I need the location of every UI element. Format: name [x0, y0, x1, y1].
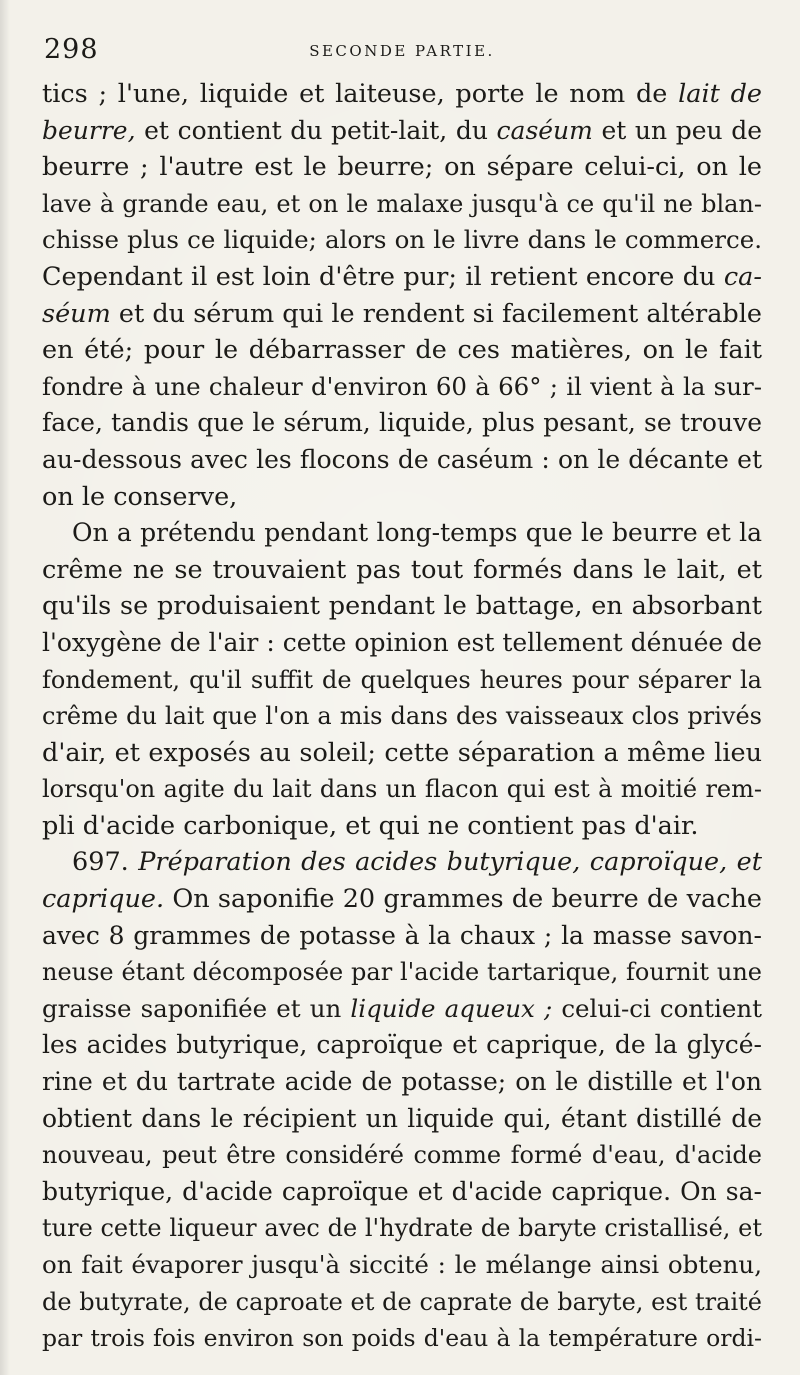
text-run: neuse étant décomposée par l'acide tartarique, fournit une [42, 958, 762, 987]
italic-text: ca- [723, 261, 762, 292]
text-run: On a prétendu pendant long-temps que le beurre et la [72, 518, 762, 548]
text-line [42, 442, 762, 479]
text-line [42, 149, 762, 186]
text-line [42, 186, 762, 223]
body-text [42, 76, 762, 1357]
text-line [42, 954, 762, 991]
text-line [42, 332, 762, 369]
text-run: face, tandis que le sérum, liquide, plus pesant, se trouve [42, 408, 762, 438]
text-line [42, 881, 762, 918]
text-run: qu'ils se produisaient pendant le battage, en absorbant [42, 591, 762, 622]
text-run: lorsqu'on agite du lait dans un flacon qui est à moitié rem- [42, 775, 762, 804]
text-line [42, 1064, 762, 1101]
text-run: obtient dans le récipient un liquide qui, étant distillé de [42, 1103, 762, 1133]
page-header [44, 34, 760, 70]
text-run: rine et du tartrate acide de potasse; on le distille et l'on [42, 1067, 762, 1097]
text-line [42, 369, 762, 406]
italic-text: caprique. [42, 884, 165, 915]
text-line [42, 771, 762, 808]
text-line [42, 1174, 762, 1211]
text-line [42, 222, 762, 259]
text-run: au-dessous avec les flocons de caséum : on le décante et [42, 444, 762, 474]
text-line [42, 1320, 762, 1357]
text-run: celui-ci contient [552, 993, 762, 1023]
text-line [42, 918, 762, 955]
text-line [42, 1284, 762, 1321]
text-run: l'oxygène de l'air : cette opinion est tellement dénuée de [42, 627, 762, 657]
text-run: beurre ; l'autre est le beurre; on sépare celui-ci, on le [42, 152, 762, 183]
running-head: SECONDE PARTIE. [309, 42, 495, 60]
page-edge-shadow [0, 0, 10, 1375]
text-line [42, 991, 762, 1028]
text-line [42, 76, 762, 113]
text-run: les acides butyrique, caproïque et caprique, de la glycé- [42, 1030, 762, 1060]
text-line [42, 625, 762, 662]
text-run: graisse saponifiée et un [42, 993, 351, 1023]
text-line [42, 479, 762, 516]
italic-text: caséum [496, 115, 593, 145]
text-line [42, 113, 762, 150]
page-number: 298 [44, 34, 99, 65]
text-line [42, 844, 762, 881]
text-line [42, 588, 762, 625]
text-line [42, 808, 762, 845]
text-run: on le conserve, [42, 481, 238, 512]
text-run: avec 8 grammes de potasse à la chaux ; la masse savon- [42, 920, 762, 950]
text-line [42, 1247, 762, 1284]
text-run: butyrique, d'acide caproïque et d'acide caprique. On sa- [42, 1176, 762, 1206]
text-line [42, 296, 762, 333]
text-line [42, 735, 762, 772]
text-run: d'air, et exposés au soleil; cette séparation a même lieu [42, 737, 762, 768]
italic-text: lait de [678, 79, 762, 109]
text-run: pli d'acide carbonique, et qui ne contient pas d'air. [42, 810, 699, 841]
text-run: crême ne se trouvaient pas tout formés dans le lait, et [42, 554, 762, 585]
text-run: et contient du petit-lait, du [135, 115, 497, 145]
text-run: ture cette liqueur avec de l'hydrate de baryte cristallisé, et [42, 1214, 762, 1243]
italic-text: beurre, [42, 115, 136, 145]
text-run: tics ; l'une, liquide et laiteuse, porte le nom de [42, 79, 679, 109]
text-run: fondre à une chaleur d'environ 60 à 66° ; il vient à la sur- [42, 371, 762, 401]
text-run: lave à grande eau, et on le malaxe jusqu'à ce qu'il ne blan- [42, 189, 762, 218]
italic-text: liquide aqueux ; [350, 993, 553, 1023]
text-run: On saponifie 20 grammes de beurre de vache [164, 884, 762, 915]
text-line [42, 1027, 762, 1064]
text-run: 697. [72, 847, 139, 878]
italic-text: Préparation des acides butyrique, caproïque, et [138, 847, 762, 878]
text-line [42, 698, 762, 735]
text-line [42, 259, 762, 296]
text-line [42, 515, 762, 552]
text-run: chisse plus ce liquide; alors on le livre dans le commerce. [42, 225, 762, 255]
text-run: Cependant il est loin d'être pur; il retient encore du [42, 261, 724, 292]
italic-text: séum [42, 298, 111, 329]
text-run: de butyrate, de caproate et de caprate de baryte, est traité [42, 1287, 762, 1316]
text-run: par trois fois environ son poids d'eau à la température ordi- [42, 1324, 762, 1353]
text-run: et un peu de [592, 115, 762, 145]
text-run: crême du lait que l'on a mis dans des vaisseaux clos privés [42, 702, 762, 731]
text-line [42, 1101, 762, 1138]
text-line [42, 552, 762, 589]
text-line [42, 1137, 762, 1174]
text-run: en été; pour le débarrasser de ces matières, on le fait [42, 335, 762, 366]
text-run: fondement, qu'il suffit de quelques heures pour séparer la [42, 665, 762, 694]
text-line [42, 1210, 762, 1247]
text-run: et du sérum qui le rendent si facilement altérable [110, 298, 762, 329]
text-run: on fait évaporer jusqu'à siccité : le mélange ainsi obtenu, [42, 1250, 762, 1279]
text-line [42, 662, 762, 699]
text-run: nouveau, peut être considéré comme formé d'eau, d'acide [42, 1141, 762, 1170]
text-line [42, 405, 762, 442]
